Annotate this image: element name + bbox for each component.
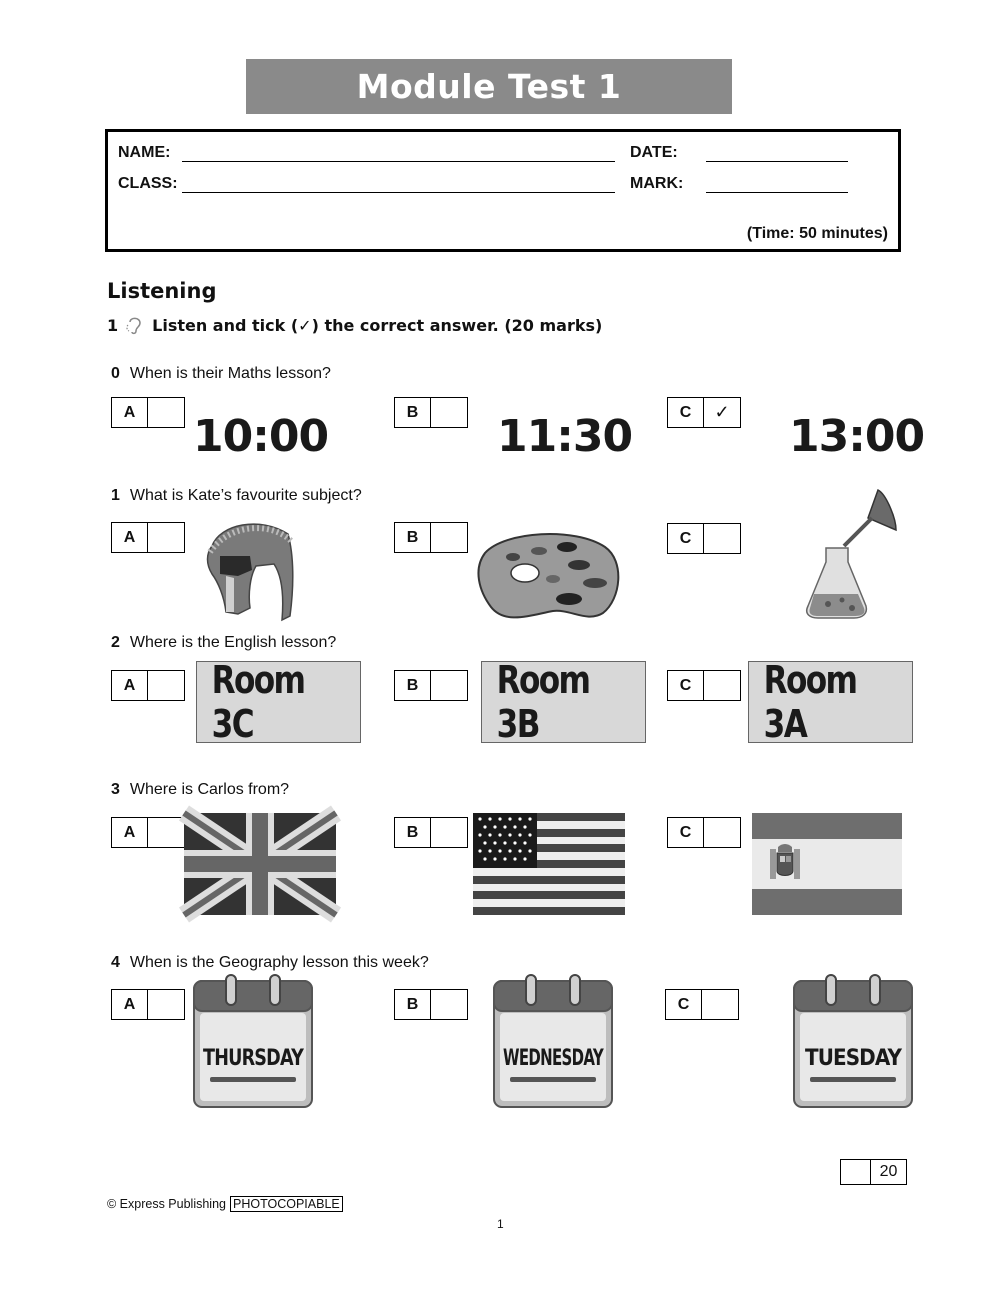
time-label-b: 11:30 — [497, 411, 633, 462]
tick-cell[interactable] — [148, 990, 184, 1019]
answer-box-1c[interactable]: C — [667, 523, 741, 554]
answer-box-0b[interactable]: B — [394, 397, 468, 428]
question-text: What is Kate’s favourite subject? — [129, 487, 362, 504]
room-sign-b: Room 3B — [481, 661, 646, 743]
answer-box-3a[interactable]: A — [111, 817, 185, 848]
listen-icon — [124, 313, 146, 337]
answer-box-1a[interactable]: A — [111, 522, 185, 553]
answer-box-3b[interactable]: B — [394, 817, 468, 848]
question-4 — [111, 954, 429, 972]
calendar-icon-b — [492, 975, 614, 1109]
helmet-icon — [190, 516, 300, 624]
tick-cell[interactable] — [431, 523, 467, 552]
copyright-text: © Express Publishing — [107, 1197, 226, 1211]
answer-box-0a[interactable]: A — [111, 397, 185, 428]
answer-box-4c[interactable]: C — [665, 989, 739, 1020]
question-number: 4 — [111, 954, 120, 971]
tick-cell[interactable] — [431, 818, 467, 847]
question-text: When is their Maths lesson? — [129, 365, 331, 382]
answer-box-2b[interactable]: B — [394, 670, 468, 701]
room-sign-c: Room 3A — [748, 661, 913, 743]
day-label-b: WEDNESDAY — [503, 1046, 605, 1071]
question-0 — [111, 365, 331, 383]
tick-cell[interactable] — [704, 671, 740, 700]
page-title: Module Test 1 — [356, 67, 622, 106]
tick-cell[interactable] — [431, 990, 467, 1019]
score-input[interactable] — [841, 1160, 871, 1184]
question-text: When is the Geography lesson this week? — [129, 954, 429, 971]
room-sign-a: Room 3C — [196, 661, 361, 743]
answer-box-1b[interactable]: B — [394, 522, 468, 553]
mark-field[interactable] — [706, 192, 848, 193]
question-number: 2 — [111, 634, 120, 651]
tick-cell[interactable] — [148, 818, 184, 847]
day-label-c: TUESDAY — [805, 1046, 903, 1071]
tick-cell[interactable] — [148, 398, 184, 427]
student-info-box — [105, 129, 901, 252]
answer-box-4a[interactable]: A — [111, 989, 185, 1020]
section-title: Listening — [107, 279, 217, 303]
task-text: Listen and tick (✓) the correct answer. (20 marks) — [152, 315, 603, 335]
usa-flag-icon — [473, 813, 625, 915]
answer-box-4b[interactable]: B — [394, 989, 468, 1020]
date-label: DATE: — [630, 144, 678, 161]
mark-label: MARK: — [630, 175, 684, 192]
task-number: 1 — [107, 315, 119, 335]
date-field[interactable] — [706, 161, 848, 162]
question-number: 3 — [111, 781, 120, 798]
class-field[interactable] — [182, 192, 615, 193]
time-label-a: 10:00 — [193, 411, 329, 462]
uk-flag-icon — [184, 813, 336, 915]
question-number: 0 — [111, 365, 120, 382]
flask-icon — [806, 488, 900, 622]
tick-cell[interactable] — [148, 523, 184, 552]
question-text: Where is Carlos from? — [129, 781, 290, 798]
task-instruction — [107, 313, 602, 337]
tick-cell[interactable] — [431, 398, 467, 427]
spain-flag-icon — [752, 813, 902, 915]
photocopiable-badge: PHOTOCOPIABLE — [230, 1196, 343, 1212]
tick-cell[interactable] — [431, 671, 467, 700]
tick-cell[interactable] — [704, 524, 740, 553]
title-banner — [246, 59, 732, 114]
question-2 — [111, 634, 336, 652]
score-total: 20 — [879, 1163, 898, 1180]
answer-box-2a[interactable]: A — [111, 670, 185, 701]
page-number: 1 — [497, 1217, 504, 1231]
tick-cell[interactable] — [148, 671, 184, 700]
name-field[interactable] — [182, 161, 615, 162]
time-label-c: 13:00 — [789, 411, 925, 462]
question-3 — [111, 781, 289, 799]
footer — [107, 1196, 343, 1212]
day-label-a: THURSDAY — [203, 1046, 305, 1071]
tick-cell[interactable] — [704, 818, 740, 847]
question-text: Where is the English lesson? — [129, 634, 337, 651]
score-box — [840, 1159, 907, 1185]
question-1 — [111, 487, 362, 505]
name-label: NAME: — [118, 144, 171, 161]
answer-box-0c[interactable]: C ✓ — [667, 397, 741, 428]
tick-cell[interactable] — [702, 990, 738, 1019]
time-note: (Time: 50 minutes) — [746, 225, 888, 242]
calendar-icon-a — [192, 975, 314, 1109]
answer-box-3c[interactable]: C — [667, 817, 741, 848]
answer-box-2c[interactable]: C — [667, 670, 741, 701]
calendar-icon-c — [792, 975, 914, 1109]
tick-cell[interactable]: ✓ — [714, 402, 730, 422]
question-number: 1 — [111, 487, 120, 504]
palette-icon — [475, 529, 621, 621]
class-label: CLASS: — [118, 175, 178, 192]
